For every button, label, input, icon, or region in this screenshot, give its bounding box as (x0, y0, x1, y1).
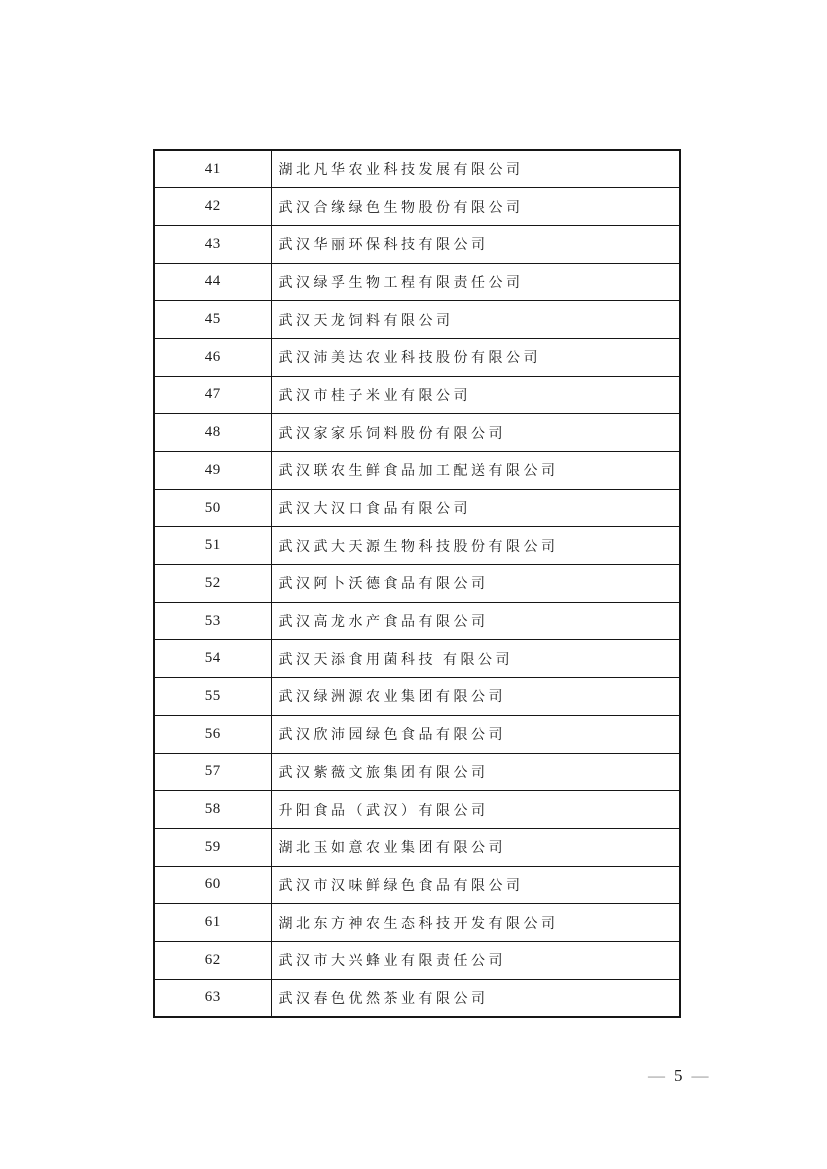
table-row (154, 941, 680, 979)
table-row (154, 489, 680, 527)
table-row (154, 338, 680, 376)
company-name-cell: 湖北东方神农生态科技开发有限公司 (271, 904, 680, 942)
table-row (154, 150, 680, 188)
company-name-cell: 湖北凡华农业科技发展有限公司 (271, 150, 680, 188)
company-name-cell: 武汉市大兴蜂业有限责任公司 (271, 941, 680, 979)
row-number-cell: 57 (154, 753, 271, 791)
page-number (648, 1067, 709, 1084)
table-row (154, 828, 680, 866)
company-name-cell: 武汉家家乐饲料股份有限公司 (271, 414, 680, 452)
row-number-cell: 61 (154, 904, 271, 942)
row-number-cell: 41 (154, 150, 271, 188)
row-number-cell: 58 (154, 791, 271, 829)
row-number-cell: 48 (154, 414, 271, 452)
company-name-cell: 武汉春色优然茶业有限公司 (271, 979, 680, 1017)
row-number-cell: 62 (154, 941, 271, 979)
row-number-cell: 42 (154, 188, 271, 226)
table-row (154, 225, 680, 263)
table-row (154, 263, 680, 301)
row-number-cell: 45 (154, 301, 271, 339)
company-name-cell: 武汉阿卜沃德食品有限公司 (271, 565, 680, 603)
company-name-cell: 武汉市桂子米业有限公司 (271, 376, 680, 414)
row-number-cell: 49 (154, 452, 271, 490)
table-row (154, 678, 680, 716)
table-row (154, 791, 680, 829)
row-number-cell: 59 (154, 828, 271, 866)
table-row (154, 904, 680, 942)
table-row (154, 414, 680, 452)
table-row (154, 527, 680, 565)
company-name-cell: 武汉绿洲源农业集团有限公司 (271, 678, 680, 716)
table-row (154, 979, 680, 1017)
company-name-cell: 升阳食品（武汉）有限公司 (271, 791, 680, 829)
company-name-cell: 武汉沛美达农业科技股份有限公司 (271, 338, 680, 376)
company-name-cell: 武汉紫薇文旅集团有限公司 (271, 753, 680, 791)
table-row (154, 188, 680, 226)
table-row (154, 301, 680, 339)
company-name-cell: 武汉华丽环保科技有限公司 (271, 225, 680, 263)
row-number-cell: 52 (154, 565, 271, 603)
page-number-right-dash: — (691, 1066, 709, 1085)
row-number-cell: 44 (154, 263, 271, 301)
table-row (154, 640, 680, 678)
row-number-cell: 55 (154, 678, 271, 716)
table-row (154, 376, 680, 414)
company-list-table (153, 149, 681, 1018)
table-row (154, 565, 680, 603)
page-number-left-dash: — (648, 1066, 665, 1085)
company-name-cell: 武汉天龙饲料有限公司 (271, 301, 680, 339)
table-row (154, 753, 680, 791)
company-name-cell: 武汉联农生鲜食品加工配送有限公司 (271, 452, 680, 490)
table-row (154, 715, 680, 753)
row-number-cell: 54 (154, 640, 271, 678)
row-number-cell: 60 (154, 866, 271, 904)
company-name-cell: 武汉绿孚生物工程有限责任公司 (271, 263, 680, 301)
company-name-cell: 武汉欣沛园绿色食品有限公司 (271, 715, 680, 753)
row-number-cell: 50 (154, 489, 271, 527)
row-number-cell: 46 (154, 338, 271, 376)
company-name-cell: 湖北玉如意农业集团有限公司 (271, 828, 680, 866)
table-row (154, 602, 680, 640)
row-number-cell: 63 (154, 979, 271, 1017)
company-list-table-body (154, 150, 680, 1017)
company-name-cell: 武汉合缘绿色生物股份有限公司 (271, 188, 680, 226)
company-name-cell: 武汉天添食用菌科技 有限公司 (271, 640, 680, 678)
row-number-cell: 56 (154, 715, 271, 753)
company-name-cell: 武汉高龙水产食品有限公司 (271, 602, 680, 640)
row-number-cell: 47 (154, 376, 271, 414)
company-name-cell: 武汉大汉口食品有限公司 (271, 489, 680, 527)
row-number-cell: 53 (154, 602, 271, 640)
row-number-cell: 51 (154, 527, 271, 565)
table-row (154, 866, 680, 904)
company-name-cell: 武汉武大天源生物科技股份有限公司 (271, 527, 680, 565)
company-name-cell: 武汉市汉味鲜绿色食品有限公司 (271, 866, 680, 904)
table-row (154, 452, 680, 490)
row-number-cell: 43 (154, 225, 271, 263)
page-number-value: 5 (674, 1066, 683, 1085)
